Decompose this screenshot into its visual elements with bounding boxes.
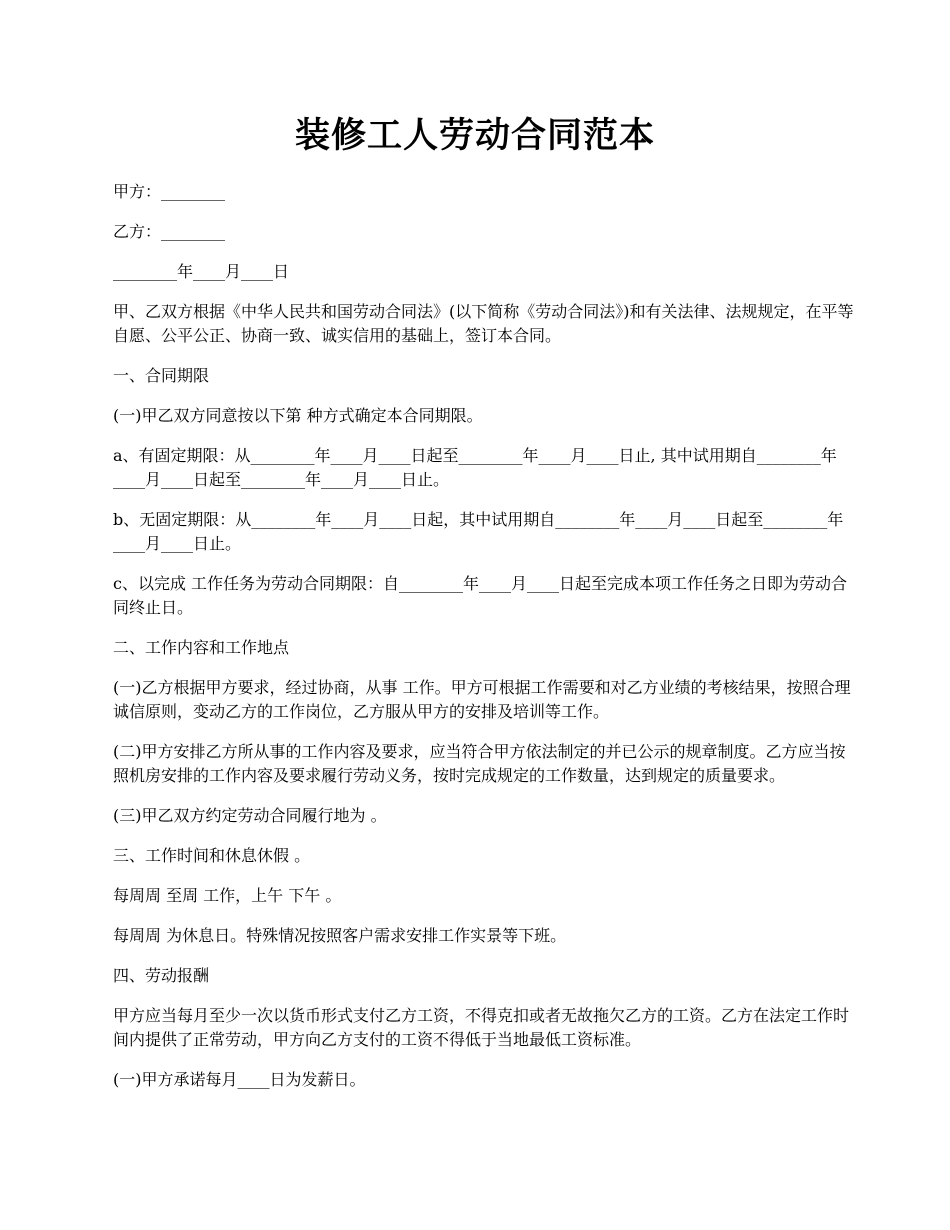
preamble-paragraph: 甲、乙双方根据《中华人民共和国劳动合同法》(以下简称《劳动合同法》)和有关法律、法规规定，在平等自愿、公平公正、协商一致、诚实信用的基础上，签订本合同。 — [113, 302, 854, 345]
term-clause-1: (一)甲乙双方同意按以下第 种方式确定本合同期限。 — [113, 406, 483, 425]
term-option-b: b、无固定期限：从________年____月____日起，其中试用期自________年____月____日起至________年____月____日止。 — [113, 510, 844, 553]
work-clause-2: (二)甲方安排乙方所从事的工作内容及要求，应当符合甲方依法制定的并已公示的规章制度。乙方应当按照机房安排的工作内容及要求履行劳动义务，按时完成规定的工作数量，达到规定的质量要求。 — [113, 742, 846, 785]
party-b-line: 乙方：________ — [113, 222, 226, 241]
hours-clause-1: 每周周 至周 工作，上午 下午 。 — [113, 886, 342, 905]
section-heading-hours: 三、工作时间和休息休假 。 — [113, 846, 311, 865]
pay-clause-1: (一)甲方承诺每月____日为发薪日。 — [113, 1070, 366, 1089]
document-title: 装修工人劳动合同范本 — [294, 115, 655, 156]
date-line: ________年____月____日 — [113, 262, 290, 281]
section-heading-pay: 四、劳动报酬 — [113, 966, 210, 985]
party-a-line: 甲方：________ — [113, 182, 226, 201]
work-clause-1: (一)乙方根据甲方要求，经过协商，从事 工作。甲方可根据工作需要和对乙方业绩的考核结果，按照合理诚信原则，变动乙方的工作岗位，乙方服从甲方的安排及培训等工作。 — [113, 678, 851, 721]
term-option-c: c、以完成 工作任务为劳动合同期限：自________年____月____日起至完成本项工作任务之日即为劳动合同终止日。 — [113, 574, 848, 617]
section-heading-term: 一、合同期限 — [113, 366, 210, 385]
hours-clause-2: 每周周 为休息日。特殊情况按照客户需求安排工作实景等下班。 — [113, 926, 567, 945]
pay-clause-intro: 甲方应当每月至少一次以货币形式支付乙方工资，不得克扣或者无故拖欠乙方的工资。乙方在法定工作时间内提供了正常劳动，甲方向乙方支付的工资不得低于当地最低工资标准。 — [113, 1006, 850, 1049]
section-heading-work: 二、工作内容和工作地点 — [113, 638, 290, 657]
term-option-a: a、有固定期限：从________年____月____日起至________年____月____日止, 其中试用期自________年____月____日起至________年____月____日止。 — [113, 446, 837, 489]
document-body — [113, 180, 858, 1108]
work-clause-3: (三)甲乙双方约定劳动合同履行地为 。 — [113, 806, 387, 825]
